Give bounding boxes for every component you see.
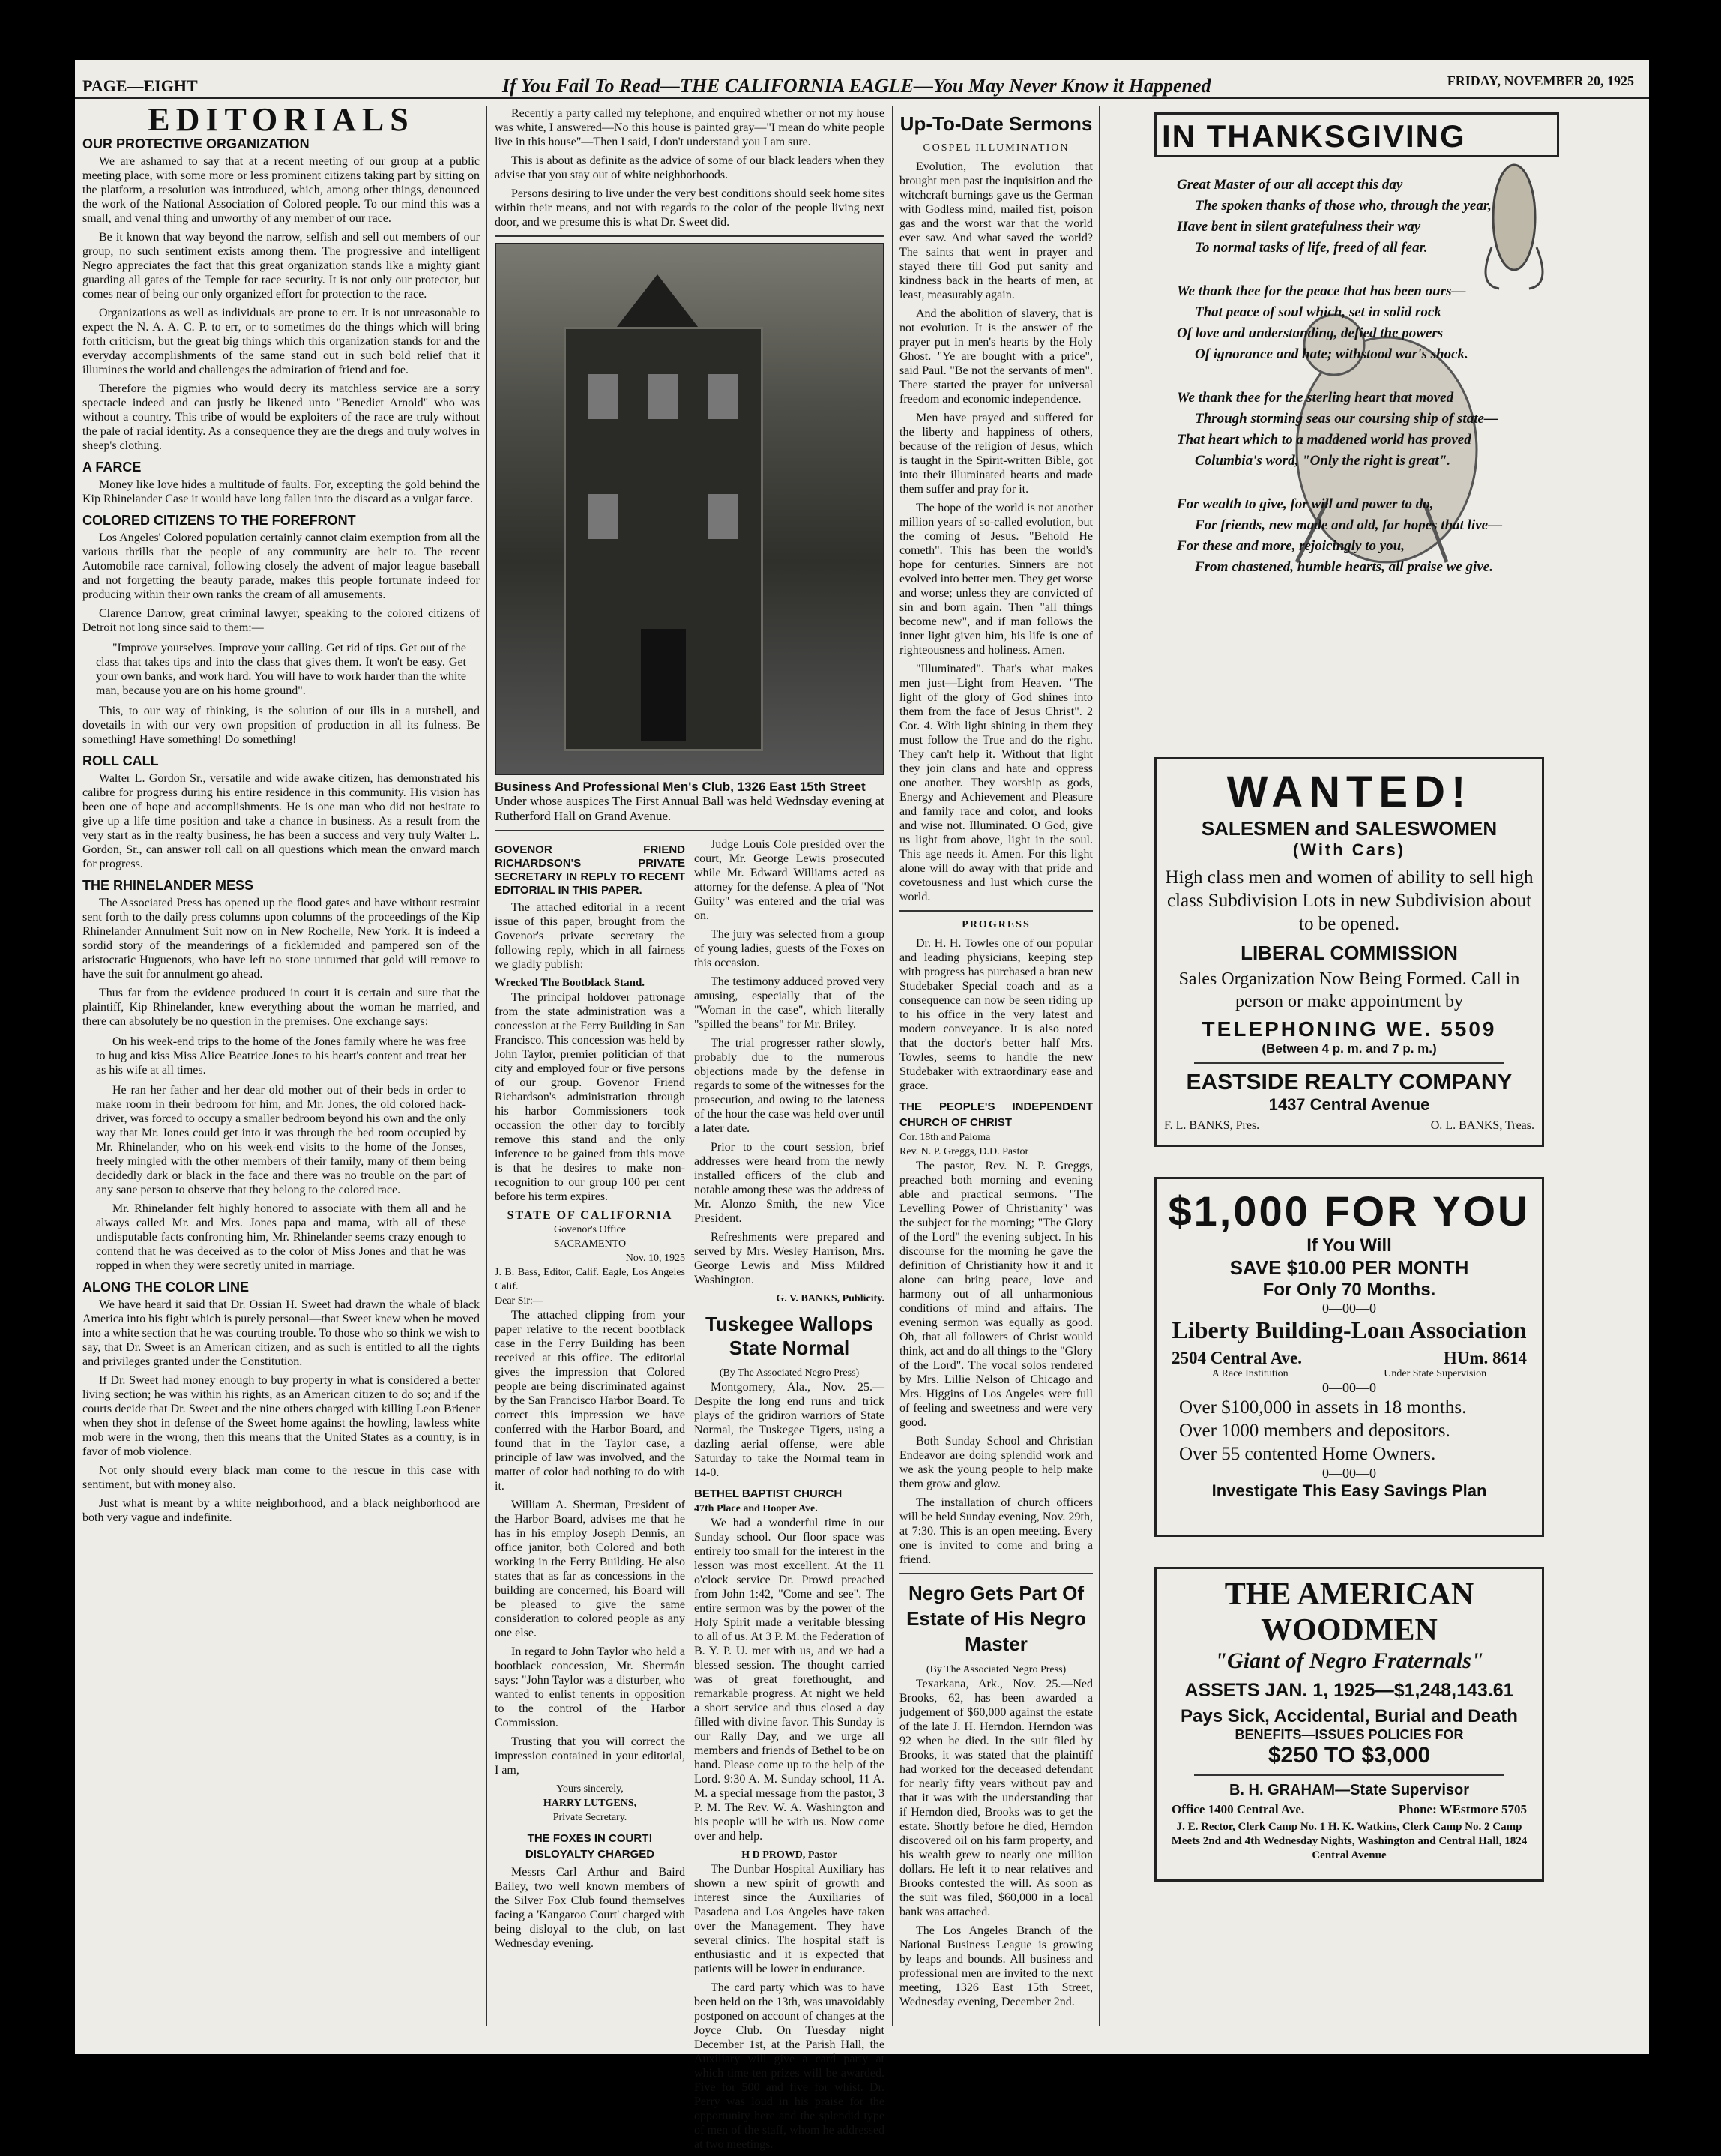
byline: (By The Associated Negro Press)	[926, 1664, 1067, 1675]
article-paragraph: Messrs Carl Arthur and Baird Bailey, two well known members of the Silver Fox Club found themselves facing a 'Kangaroo Court' charged with being disloyal to the club, on last Wednesday evening.	[495, 1866, 685, 1950]
editorial-title: ALONG THE COLOR LINE	[82, 1280, 249, 1295]
savings-fact: Over 1000 members and depositors.	[1179, 1421, 1450, 1441]
wanted-phone: TELEPHONING WE. 5509	[1202, 1017, 1497, 1041]
letter-date: Nov. 10, 1925	[625, 1253, 685, 1264]
article-paragraph: The jury was selected from a group of young ladies, guests of the Foxes on this occasion.	[694, 928, 884, 969]
savings-ad	[1154, 1177, 1544, 1537]
poem-line: For wealth to give, for will and power to do,	[1177, 496, 1434, 512]
editorial-paragraph: Just what is meant by a white neighborhood, and a black neighborhood are both very vague and indefinite.	[82, 1497, 480, 1524]
wanted-hours: (Between 4 p. m. and 7 p. m.)	[1262, 1041, 1437, 1056]
article-title: GOVENOR FRIEND RICHARDSON'S PRIVATE SECRETARY IN REPLY TO RECENT EDITORIAL IN THIS PAPER.	[495, 843, 685, 897]
article-paragraph: This is about as definite as the advice of some of our black leaders when they advise that you stay out of white neighborhoods.	[495, 154, 884, 181]
editorial-title: THE RHINELANDER MESS	[82, 878, 254, 893]
article-paragraph: The pastor, Rev. N. P. Greggs, preached both morning and evening able and practical sermons. "The Levelling Power of Christianity" was the subject for the morning; "The Glory of the Lord" the evening subject. In his discourse for the morning he gave the definition of Christianity how it and it alone can bring peace, love and harmony out of all unharmonious conditions of mind and affairs. The evening sermon was equally as good. Oh, that all followers of Christ would think, act and do all things to the "Glory of the Lord". The vocal solos rendered by Mrs. Lillie Nelson of Chicago and Mrs. Higgins of Los Angeles were full of feeling and sweetness and were very good.	[899, 1160, 1093, 1429]
article-paragraph: Both Sunday School and Christian Endeavor are doing splendid work and we ask the young people to help make them grow and glow.	[899, 1435, 1093, 1490]
editorial-quote: Mr. Rhinelander felt highly honored to associate with them all and he always called Mr. and Mrs. Jones papa and mama, with all of these undisputable facts confronting him, Mr. Rhinelander seems crazy enough to contend that he was deceived as to the color of Miss Jones and that he was ropped in when they were secretly united in marriage.	[96, 1202, 466, 1272]
poem-line: Great Master of our all accept this day	[1177, 177, 1403, 193]
article-paragraph: The Los Angeles Branch of the National Business League is growing by leaps and bounds. All business and professional men are invited to the next meeting, 1326 East 15th Street, Wednesday evening, December 2nd.	[899, 1924, 1093, 2008]
editorial-title: A FARCE	[82, 460, 142, 475]
savings-line: If You Will	[1306, 1235, 1392, 1256]
savings-title: $1,000 FOR YOU	[1168, 1187, 1531, 1235]
article-paragraph: Montgomery, Ala., Nov. 25.—Despite the long end runs and trick plays of the gridiron warriors of State Normal, the Tuskegee Tigers, using a dazling aerial offense, were able Saturday to take the Normal team in 14-0.	[694, 1381, 884, 1479]
woodmen-range: $250 TO $3,000	[1268, 1743, 1431, 1768]
editorial-title: ROLL CALL	[82, 753, 159, 768]
column-rule	[486, 106, 487, 2026]
byline: (By The Associated Negro Press)	[719, 1367, 860, 1379]
editorial-paragraph: Los Angeles' Colored population certainly cannot claim exemption from all the various thrills that the people of any community are heir to. The recent Automobile race carnival, following closely the advent of major league baseball and not forgetting the beauty parade, makes this people fortunate indeed for producing within their own ranks the cream of all amusements.	[82, 532, 480, 601]
woodmen-title: THE AMERICAN WOODMEN	[1224, 1577, 1474, 1648]
article-paragraph: The attached editorial in a recent issue of this paper, brought from the Govenor's private secretary the following reply, which in all fairness we gladly publish:	[495, 901, 685, 971]
article-paragraph: The installation of church officers will be held Sunday evening, Nov. 29th, at 7:30. This is an open meeting. Every one is invited to come and bring a friend.	[899, 1496, 1093, 1566]
article-paragraph: We had a wonderful time in our Sunday school. Our floor space was entirely too small for the interest in the lesson was most excellent. At the 11 o'clock service Dr. Prowd preached from John 1:42, "Come and see". The entire sermon was by the power of the Holy Spirit made a veritable blessing to all of us. At 3 P. M. the Federation of B. Y. P. U. met with us, and we had a blessed session. The thought carried was of great forethought, and remarkable progress. At night we held a short service and thus closed a day filled with divine favor. This Sunday is our Rally Day, and we urge all members and friends of Bethel to be on hand. Please come up to the help of the Lord. 9:30 A. M. Sunday school, 11 A. M. a special message from the pastor, 3 P. M. The Rev. W. A. Washington and his people will be with us. Now come over and help.	[694, 1517, 884, 1843]
letter-signature: HARRY LUTGENS,	[543, 1798, 637, 1809]
poem-line: That heart which to a maddened world has proved	[1177, 432, 1471, 448]
article-signature: H D PROWD, Pastor	[741, 1849, 837, 1861]
editorial-paragraph: Clarence Darrow, great criminal lawyer, speaking to the colored citizens of Detroit not long since said to them:—	[82, 607, 480, 634]
realty-address: 1437 Central Avenue	[1268, 1095, 1430, 1114]
sermons-headline: Up-To-Date Sermons	[899, 112, 1093, 135]
article-headline: Tuskegee Wallops State Normal	[705, 1313, 873, 1359]
article-headline: Negro Gets Part Of Estate of His Negro Master	[906, 1582, 1086, 1655]
editorial-quote: "Improve yourselves. Improve your calling. Get rid of tips. Get out of the class that takes tips and into the class that gives them. It won't be easy. Get your own banks, and work hard. You will have to work harder than the white man, because you are on his home ground".	[96, 642, 466, 697]
progress-title: PROGRESS	[962, 919, 1031, 930]
letter-close: Yours sincerely,	[556, 1783, 624, 1795]
article-paragraph: Texarkana, Ark., Nov. 25.—Ned Brooks, 62, has been awarded a judgement of $60,000 against the estate of the late J. H. Herndon. Herndon was 92 when he died. In the suit filed by Brooks, it was stated that the plaintiff had worked for the deceased defendant for nearly fifty years without pay and that it was with the understanding that if Herndon died, Brooks was to get the estate. Shortly before he died, Herndon discovered oil on his farm property, and his wealth grew to nearly one million dollars. He left it to near relatives and Brooks contested the will. As soon as the suit was filed, $60,000 in a local bank was attached.	[899, 1678, 1093, 1918]
poem-line: We thank thee for the peace that has been ours—	[1177, 283, 1466, 299]
letter-paragraph: In regard to John Taylor who held a bootblack concession, Mr. Shermán says: "John Taylor was a disturber, who wanted to enlist tenents in opposition to the control of the Harbor Commission.	[495, 1645, 685, 1729]
savings-race: A Race Institution	[1211, 1368, 1289, 1379]
poem-line: The spoken thanks of those who, through the year,	[1195, 198, 1492, 214]
photo-caption-title: Business And Professional Men's Club, 1326 East 15th Street	[495, 780, 866, 794]
savings-address: 2504 Central Ave.	[1172, 1349, 1302, 1367]
article-signature: G. V. BANKS, Publicity.	[776, 1293, 884, 1304]
church-pastor: Rev. N. P. Greggs, D.D. Pastor	[899, 1146, 1029, 1157]
poem-line: To normal tasks of life, freed of all fear.	[1195, 240, 1428, 256]
column-rule	[1099, 106, 1100, 2026]
savings-cta: Investigate This Easy Savings Plan	[1211, 1481, 1487, 1500]
letter-paragraph: William A. Sherman, President of the Harbor Board, advises me that he has in his employ Joseph Dennis, an office janitor, both Colored and both working in the Ferry Building. He also states that as far as concessions in the building are concerned, his Board will be pleased to give the same consideration to colored people as any one else.	[495, 1499, 685, 1639]
article-paragraph: Men have prayed and suffered for the liberty and happiness of others, because of the religion of Jesus, which is taught in the Spirit-written Bible, got into their illuminated hearts and made them suffer and pray for it.	[899, 412, 1093, 496]
woodmen-phone: Phone: WEstmore 5705	[1398, 1802, 1527, 1816]
realty-treasurer: O. L. BANKS, Treas.	[1430, 1119, 1534, 1132]
issue-date: FRIDAY, NOVEMBER 20, 1925	[1447, 73, 1634, 88]
wanted-cars: (With Cars)	[1292, 840, 1406, 859]
wanted-subtitle: SALESMEN and SALESWOMEN	[1201, 817, 1498, 840]
article-paragraph: The principal holdover patronage from the state administration was a concession at the Ferry Building in San Francisco. This concession was held by John Taylor, premier politician of that city and employed four or five persons of our group. Govenor Friend Richardson's administration through his harbor Commissioners took occassion the other day to forcibly remove this stand and the only inference to be gained from this move is that he desires to make non-recognition to our group 100 per cent before his term expires.	[495, 991, 685, 1203]
editorial-paragraph: Thus far from the evidence produced in court it is certain and sure that the plaintiff, Kip Rhinelander, knew everything about the woman he married, and there can absolutely be no question in the premises. One exchange says:	[82, 987, 480, 1028]
savings-fact: Over 55 contented Home Owners.	[1179, 1444, 1436, 1464]
column-rule	[892, 106, 893, 2026]
savings-phone: HUm. 8614	[1443, 1349, 1527, 1367]
letter-paragraph: The attached clipping from your paper relative to the recent bootblack case in the Ferry Building has been received at this office. The editorial gives the impression that Colored people are being discriminated against by the San Francisco Harbor Board. To correct this impression we have conferred with the Harbor Board, and found that in the Taylor case, a principle of law was involved, and the matter of color had nothing to do with it.	[495, 1309, 685, 1493]
poem-line: Have bent in silent gratefulness their way	[1177, 219, 1421, 235]
poem-line: Through storming seas our coursing ship of state—	[1195, 411, 1498, 427]
woodmen-benefits: BENEFITS—ISSUES POLICIES FOR	[1235, 1727, 1464, 1742]
realty-president: F. L. BANKS, Pres.	[1164, 1119, 1260, 1132]
article-paragraph: The trial progresser rather slowly, probably due to the numerous objections made by the defense in regards to some of the witnesses for the prosecution, and owing to the lateness of the hour the case was held over until a later date.	[694, 1037, 884, 1135]
wanted-call: Sales Organization Now Being Formed. Call in person or make appointment by	[1178, 969, 1520, 1011]
editorial-paragraph: We have heard it said that Dr. Ossian H. Sweet had drawn the whale of black America into his fight which is purely personal—that Sweet knew when he moved into a white section that he was courting trouble. To those who so think we wish to say, that Dr. Sweet is an American citizen, and as such is entitled to all the rights and privileges granted under the Constitution.	[82, 1298, 480, 1368]
savings-line: For Only 70 Months.	[1262, 1280, 1436, 1300]
article-paragraph: Persons desiring to live under the very best conditions should seek home sites within their means, and not with regards to the color of the people living next door, and we presume this is what Dr. Sweet did.	[495, 187, 884, 229]
separator: 0—00—0	[1322, 1380, 1376, 1395]
editorial-quote: On his week-end trips to the home of the Jones family where he was free to hug and kiss Miss Alice Beatrice Jones to his heart's content and treat her as his wife at all times.	[96, 1035, 466, 1077]
wanted-commission: LIBERAL COMMISSION	[1241, 942, 1458, 964]
savings-fact: Over $100,000 in assets in 18 months.	[1179, 1397, 1467, 1418]
article-paragraph: The hope of the world is not another million years of so-called evolution, but the coming of Jesus. "Behold He cometh". This has been the world's hope for centuries. Sinners are not evolved into better men. They get worse and worse; unless they are convicted of sin and born again. Then "all things become new", and if man follows the inner light given him, his life is one of righteousness and holiness. Amen.	[899, 502, 1093, 657]
poem-lines	[1177, 172, 1507, 580]
column-4	[1154, 112, 1559, 2032]
column-2	[495, 106, 884, 2151]
letter-paragraph: Trusting that you will correct the impression contained in your editorial, I am,	[495, 1735, 685, 1777]
masthead-slogan: If You Fail To Read—THE CALIFORNIA EAGLE—You May Never Know it Happened	[502, 75, 1211, 97]
woodmen-subtitle: "Giant of Negro Fraternals"	[1214, 1648, 1484, 1673]
wanted-description: High class men and women of ability to sell high class Subdivision Lots in new Subdivision about to be opened.	[1165, 867, 1534, 934]
woodmen-pays: Pays Sick, Accidental, Burial and Death	[1181, 1706, 1518, 1726]
separator: 0—00—0	[1322, 1466, 1376, 1481]
article-paragraph: The Dunbar Hospital Auxiliary has shown a new spirit of growth and interest since the Auxiliaries of Pasadena and Los Angeles have taken over the Management. They have several clinics. The hospital staff is enthusiastic and it is expected that patients will be lower in endurance.	[694, 1863, 884, 1975]
editorial-paragraph: The Associated Press has opened up the flood gates and have without restraint sent forth to the daily press columns upon columns of the proceedings of the Kip Rhinelander Annulment Suit now on in New Rochelle, New York. It is indeed a sordid story of the meanderings of a ficklemided and pampered son of the aristocratic Huguenots, who have left no stone unturned that gold will remove to have the suit for annulment go ahead.	[82, 897, 480, 981]
editorial-paragraph: Organizations as well as individuals are prone to err. It is not unreasonable to expect the N. A. A. C. P. to err, or to sometimes do the things which will bring forth criticism, but the great big things which this organization stands for and the everyday accomplishments of the same stand out in such bold relief that it illumines the world and challenges the admiration of friend and foe.	[82, 307, 480, 376]
letter-office: Govenor's Office	[554, 1224, 626, 1235]
letter-address: J. B. Bass, Editor, Calif. Eagle, Los Angeles Calif.	[495, 1267, 685, 1292]
article-paragraph: "Illuminated". That's what makes men just—Light from Heaven. "The light of the glory of God shines into them from the face of Jesus Christ". 2 Cor. 4. With light shining in them they must follow the True and do the right. They can't help it. Without that light they join clans and hate and oppress one another. They worship as gods, Energy and Achievement and Pleasure and family race and color, and looks and wise not. Illuminated. O God, give us light from above, light in the soul. This age needs it. Amen. For this light alone will do away with that pride and covetousness and lust which curse the world.	[899, 663, 1093, 903]
woodmen-office: Office 1400 Central Ave.	[1172, 1802, 1305, 1816]
poem-line: We thank thee for the sterling heart that moved	[1177, 390, 1454, 406]
editorials-column	[82, 101, 480, 2033]
article-paragraph: Judge Louis Cole presided over the court, Mr. George Lewis prosecuted while Mr. Edward Williams acted as attorney for the defense. A plea of "Not Guilty" was entered and the trial was on.	[694, 838, 884, 922]
savings-supervision: Under State Supervision	[1384, 1368, 1487, 1379]
editorial-paragraph: This, to our way of thinking, is the solution of our ills in a nutshell, and dovetails in with our very own propsition of production in all its fulness. Be something! Have something! Do something!	[82, 705, 480, 746]
editorial-quote: He ran her father and her dear old mother out of their beds in order to make room in their bedroom for him, and Mr. Jones, the old colored hack-driver, was forced to occupy a smaller bedroom beyond his own and the only way that Mr. Jones could get into it was through the bed room occupied by Mr. Rhinelander, who on his week-end visits to the home of the Jonses, freely mingled with the other members of their family, many of them being decidedly dark or black in the face and there was no trouble on the part of any sane person to observe that they belong to the colored race.	[96, 1084, 466, 1196]
article-paragraph: And the abolition of slavery, that is not evolution. It is the answer of the prayer put in men's hearts by the Holy Ghost. "Ye are bought with a price", said Paul. "Be not the servants of men". There started the prayer for universal freedom and economic independence.	[899, 307, 1093, 406]
poem-line: Of love and understanding, defied the powers	[1177, 325, 1444, 341]
article-paragraph: The testimony adduced proved very amusing, especially that of the "Woman in the case", which literally "spilled the beans" for Mr. Briley.	[694, 975, 884, 1031]
article-title: BETHEL BAPTIST CHURCH	[694, 1487, 843, 1500]
savings-line: SAVE $10.00 PER MONTH	[1229, 1256, 1469, 1279]
photo-caption-text: Under whose auspices The First Annual Ball was held Wednsday evening at Rutherford Hall on Grand Avenue.	[495, 794, 884, 823]
article-paragraph: Evolution, The evolution that brought men past the inquisition and the witchcraft burnings gave us the German with Godless mind, mailed fist, poison gas and the worst war that the world ever saw. And what saved the world? The saints that went in prayer and stayed there till God put sanity and kindness back in the hearts of men, at least, measurably again.	[899, 160, 1093, 301]
realty-company: EASTSIDE REALTY COMPANY	[1186, 1070, 1513, 1094]
article-paragraph: Dr. H. H. Towles one of our popular and leading physicians, keeping step with progress has purchased a bran new Studebaker Special coach and as a consequence can now be seen riding up to his office in the very latest and modern conveyance. It is also noted that the doctor's better half Mrs. Towles, seems to handle the new Studebaker with extraordinary ease and grace.	[899, 937, 1093, 1092]
editorial-paragraph: Be it known that way beyond the narrow, selfish and sell out members of our group, no such sentiment exists among them. The progressive and intelligent Negro appreciates the fact that this great organization stands like a mighty giant guarding all gates of the Temple for race security. It is not only our protector, but comes near of being our only organized effort for protection to the race.	[82, 231, 480, 301]
article-title: THE FOXES IN COURT! DISLOYALTY CHARGED	[525, 1832, 655, 1861]
letter-city: SACRAMENTO	[553, 1238, 627, 1250]
poem-line: From chastened, humble hearts, all praise we give.	[1195, 559, 1493, 575]
article-subhead: Wrecked The Bootblack Stand.	[495, 977, 645, 989]
editorial-title: OUR PROTECTIVE ORGANIZATION	[82, 136, 310, 151]
editorial-paragraph: Not only should every black man come to the rescue in this case with sentiment, but with money also.	[82, 1464, 480, 1491]
article-paragraph: Recently a party called my telephone, and enquired whether or not my house was white, I answered—No this house is painted gray—"I mean do white people live in this house"—Then I said, I don't understand you I am sure.	[495, 107, 884, 148]
editorial-paragraph: Therefore the pigmies who would decry its matchless service are a sorry spectacle indeed and can justly be likened unto "Benedict Arnold" who was without a country. This tribe of would be exploiters of the race are truly without the pale of racial identity. As a consequence they are the dregs and truly wolves in sheep's clothing.	[82, 382, 480, 452]
editorial-paragraph: We are ashamed to say that at a recent meeting of our group at a public meeting place, with some more or less prominent citizens taking part by sitting on the platform, a resolution was introduced, which, among other things, denounced the work of the National Association of Colored people. To our mind this was a small, and venal thing and unworthy of any member of our race.	[82, 155, 480, 225]
column-3	[899, 106, 1093, 2033]
poem-line: For friends, new made and old, for hopes that live—	[1195, 517, 1503, 533]
church-address: 47th Place and Hooper Ave.	[694, 1503, 818, 1514]
woodmen-camps: J. E. Rector, Clerk Camp No. 1 H. K. Watkins, Clerk Camp No. 2 Camp Meets 2nd and 4th Wednesday Nights, Washington and Central Hall, 1824 Central Avenue	[1171, 1821, 1528, 1861]
club-building-photo	[495, 243, 884, 775]
editorial-paragraph: Money like love hides a multitude of faults. For, excepting the gold behind the Kip Rhinelander Case it would have long fallen into the discard as a vulgar farce.	[82, 478, 480, 505]
savings-association: Liberty Building-Loan Association	[1172, 1316, 1527, 1343]
letter-state: STATE OF CALIFORNIA	[507, 1209, 673, 1222]
wanted-ad	[1154, 757, 1544, 1147]
thanksgiving-poem	[1154, 112, 1559, 727]
woodmen-supervisor: B. H. GRAHAM—State Supervisor	[1229, 1782, 1470, 1798]
newspaper-page	[75, 60, 1649, 2151]
thanksgiving-title: IN THANKSGIVING	[1162, 118, 1466, 154]
letter-sign-title: Private Secretary.	[552, 1812, 627, 1823]
article-paragraph: Prior to the court session, brief addresses were heard from the newly installed officers of the club and notable among these was the address of Mr. Alonzo Smith, the new Vice President.	[694, 1141, 884, 1225]
editorial-paragraph: Walter L. Gordon Sr., versatile and wide awake citizen, has demonstrated his calibre for progress during his entire residence in this community. His vision has been one of hope and accomplishments. He is one man who did not hesitate to give up a life time position and take a chance in business. As a result from the very start as in the realty business, he has been a success and very truly Walter L. Gordon, Sr., can answer roll call on all questions which mean the onward march for progress.	[82, 772, 480, 870]
woodmen-assets: ASSETS JAN. 1, 1925—$1,248,143.61	[1184, 1680, 1514, 1701]
poem-line: Of ignorance and hate; withstood war's shock.	[1195, 346, 1468, 362]
wanted-title: WANTED!	[1226, 768, 1472, 816]
editorial-title: COLORED CITIZENS TO THE FOREFRONT	[82, 513, 356, 528]
church-address: Cor. 18th and Paloma	[899, 1132, 991, 1143]
letter-salutation: Dear Sir:—	[495, 1295, 543, 1307]
separator: 0—00—0	[1322, 1301, 1376, 1316]
church-title: THE PEOPLE'S INDEPENDENT CHURCH OF CHRIST	[899, 1100, 1093, 1129]
editorials-heading: EDITORIALS	[148, 101, 415, 138]
poem-line: That peace of soul which, set in solid rock	[1195, 304, 1441, 320]
editorial-paragraph: If Dr. Sweet had money enough to buy property in what is considered a better living section; he was within his rights, as an American citizen to do so; and if the courts decide that Dr. Sweet and the nine others charged with killing Leon Briener when they shot in defense of the Sweet home against the howling, lawless white mob were in the wrong, then this means that the United States as a country, is in favor of mob violence.	[82, 1374, 480, 1458]
page-label: PAGE—EIGHT	[82, 76, 198, 95]
article-paragraph: Refreshments were prepared and served by Mrs. Wesley Harrison, Mrs. George Lewis and Miss Mildred Washington.	[694, 1231, 884, 1286]
poem-line: For these and more, rejoicingly to you,	[1177, 538, 1405, 554]
masthead	[75, 60, 1649, 99]
poem-line: Columbia's word, "Only the right is great".	[1195, 453, 1450, 469]
sermons-subhead: GOSPEL ILLUMINATION	[923, 142, 1070, 154]
article-paragraph: The card party which was to have been held on the 13th, was unavoidably postponed on account of changes at the Joyce Club. On Tuesday night December 1st, at the Parish Hall, the Auxiliary will give a card party at which time ten prizes will be awarded. Five for 500 and five for whist. Dr. Perry was loud in his praise for the opportunity here and the splendid type of men of the staff, whom he addressed at two meetings.	[694, 1981, 884, 2151]
woodmen-ad	[1154, 1567, 1544, 1882]
